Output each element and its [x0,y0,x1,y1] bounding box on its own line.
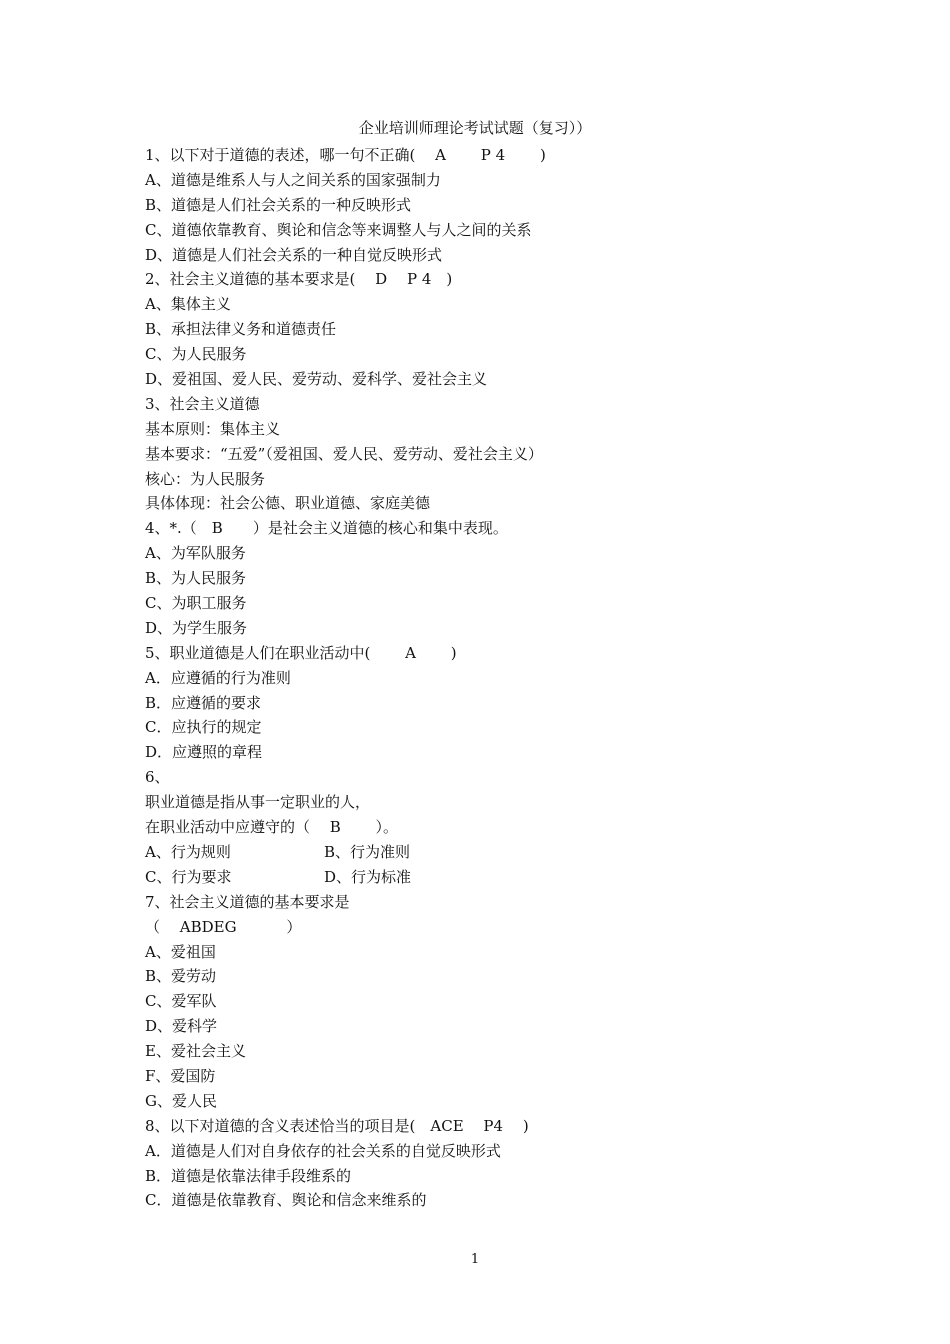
text-line: A、道德是维系人与人之间关系的国家强制力 [145,170,441,189]
text-line: B、爱劳动 [145,967,217,986]
text-line: F、爱国防 [145,1066,216,1085]
text-line: E、爱社会主义 [145,1042,246,1061]
options-row [145,865,845,890]
option-cell: A、行为规则 [145,842,231,861]
text-line: A．应遵循的行为准则 [145,668,291,687]
page-number: 1 [470,1252,480,1267]
text-line: 3、社会主义道德 [145,394,260,413]
text-line: 职业道德是指从事一定职业的人， [145,793,371,812]
text-line: （ ABDEG ） [145,917,302,936]
text-line: C、为职工服务 [145,594,247,613]
text-line: A．道德是人们对自身依存的社会关系的自觉反映形式 [145,1141,501,1160]
text-line: 2、社会主义道德的基本要求是( D P 4 ) [145,270,453,289]
text-line: B、承担法律义务和道德责任 [145,320,337,339]
text-line: B、道德是人们社会关系的一种反映形式 [145,195,412,214]
text-line: 在职业活动中应遵守的（ B ）。 [145,818,399,837]
text-line: G、爱人民 [145,1091,217,1110]
text-line: D、道德是人们社会关系的一种自觉反映形式 [145,245,443,264]
text-line: C．道德是依靠教育、舆论和信念来维系的 [145,1191,427,1210]
text-line: A、爱祖国 [145,942,216,961]
text-line: B、为人民服务 [145,569,247,588]
option-cell: C、行为要求 [145,867,232,886]
text-line: D、为学生服务 [145,618,248,637]
text-line: 5、职业道德是人们在职业活动中( A ) [145,643,457,662]
document-body [145,143,845,1213]
text-line: 7、社会主义道德的基本要求是 [145,892,350,911]
text-line: C、为人民服务 [145,345,247,364]
text-line: 1、以下对于道德的表述，哪一句不正确( A P 4 ) [145,146,546,164]
text-line: 具体体现：社会公德、职业道德、家庭美德 [145,494,431,513]
text-line: 4、*.（ B ）是社会主义道德的核心和集中表现。 [145,519,508,538]
text-line: D．应遵照的章程 [145,743,263,762]
text-line: 基本原则：集体主义 [145,419,281,438]
text-line: 核心：为人民服务 [145,469,266,488]
text-line: 基本要求：“五爱”（爱祖国、爱人民、爱劳动、爱社会主义） [145,444,543,463]
option-cell: D、行为标准 [324,867,412,886]
text-line: C．应执行的规定 [145,718,262,737]
text-line: 6、 [145,768,170,787]
document-title: 企业培训师理论考试试题（复习）） [358,119,592,137]
text-line: A、集体主义 [145,295,231,314]
text-line: B．道德是依靠法律手段维系的 [145,1166,352,1185]
options-row [145,840,845,865]
text-line: A、为军队服务 [145,544,246,563]
text-line: C、道德依靠教育、舆论和信念等来调整人与人之间的关系 [145,220,532,239]
text-line: D、爱祖国、爱人民、爱劳动、爱科学、爱社会主义 [145,370,488,389]
text-line: B．应遵循的要求 [145,693,262,712]
text-line: C、爱军队 [145,992,217,1011]
option-cell: B、行为准则 [324,842,411,861]
text-line: D、爱科学 [145,1017,218,1036]
text-line: 8、以下对道德的含义表述恰当的项目是( ACE P4 ) [145,1116,529,1135]
